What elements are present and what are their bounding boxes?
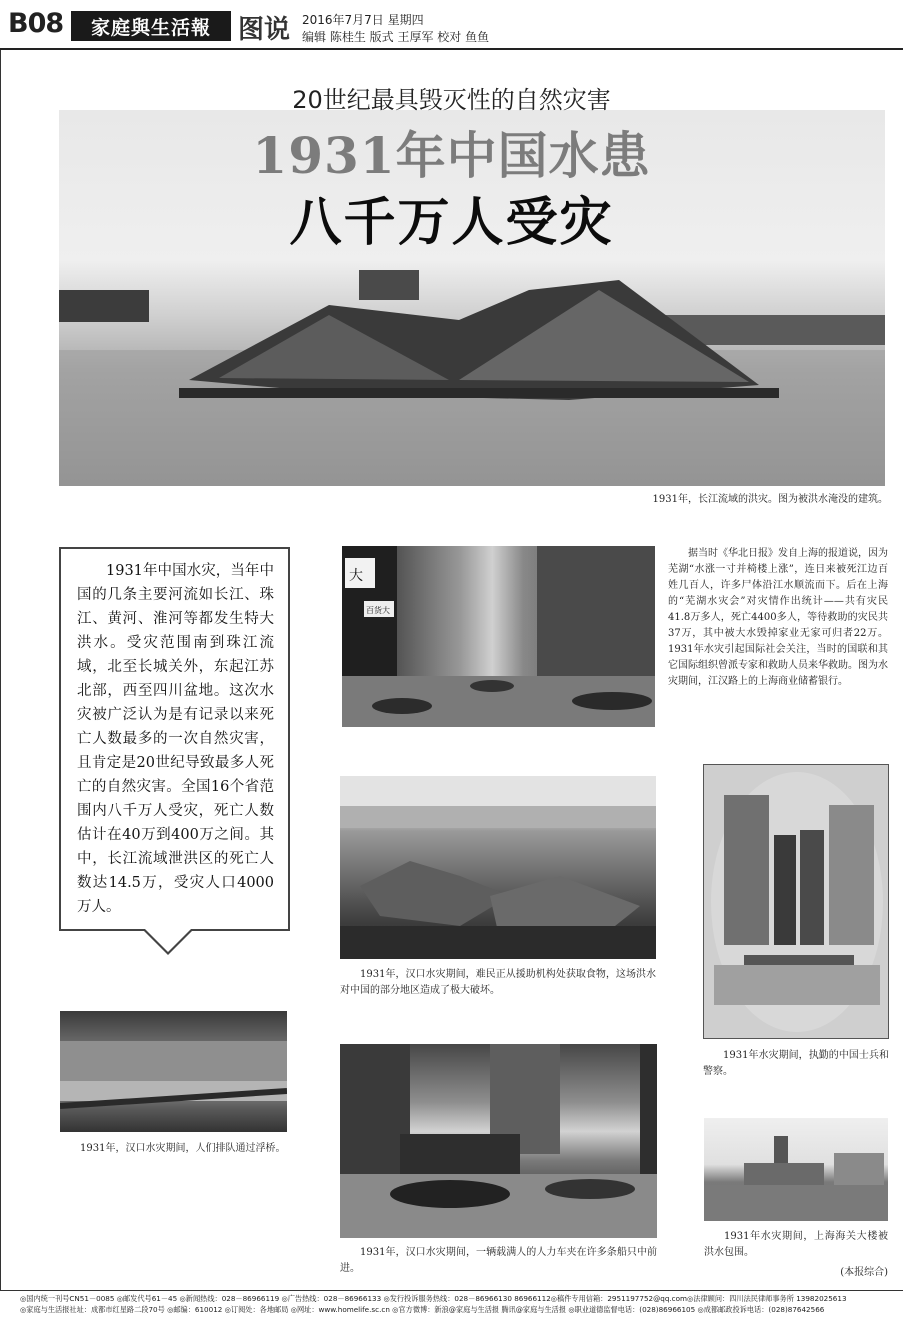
- footer-line-1: ◎国内统一刊号CN51－0085 ◎邮发代号61－45 ◎新闻热线：028－86966119 ◎广告热线：028－86966133 ◎发行投诉服务热线：028－86966130 86966112◎稿件专用信箱：2951197752@qq.com◎法律顾问：四川法民律师事务所 13982025613: [20, 1294, 847, 1303]
- roof-reflection: [179, 388, 779, 398]
- customs-building: [744, 1163, 824, 1185]
- masthead-logo: 家庭與生活報: [71, 11, 231, 41]
- sky: [340, 776, 656, 806]
- date-line: 2016年7月7日 星期四: [302, 13, 424, 27]
- street-flood-photo: [342, 546, 655, 727]
- background-building-left: [724, 795, 769, 945]
- right-pole: [640, 1044, 657, 1174]
- background-building-right: [829, 805, 874, 945]
- bridge-illustration: [60, 1011, 287, 1132]
- police-figure: [800, 830, 824, 945]
- left-building: [340, 1044, 410, 1174]
- story-text-2: 据当时《华北日报》发自上海的报道说，因为芜湖“水涨一寸并椅楼上涨”，连日来被死江边百姓几百人，许多尸体沿江水顺流而下。后在上海的“芜湖水灾会”对灾情作出统计——共有灾民41.8万多人，死亡4400多人，等待救助的灾民共37万，其中被大水毁掉家业无家可归者22万。1931年水灾引起国际社会关注，当时的国联和其它国际组织曾派专家和救助人员来华救助。图为水灾期间，江汉路上的上海商业储蓄银行。: [668, 548, 888, 687]
- crowd-row: [60, 1041, 287, 1081]
- boat-right: [545, 1179, 635, 1199]
- rooftop-structure: [359, 270, 419, 300]
- water: [714, 965, 880, 1005]
- headline-supertitle: 20世纪最具毁灭性的自然灾害: [292, 86, 611, 114]
- boat-3: [572, 692, 652, 710]
- rickshaw-boats-caption: 1931年，汉口水灾期间，一辆载满人的人力车夹在许多条船只中前进。: [340, 1247, 657, 1274]
- rickshaw-boats-photo: [340, 1044, 657, 1238]
- refugees-photo: [340, 776, 656, 959]
- soldiers-police-photo: [703, 764, 889, 1039]
- intro-text: 1931年中国水灾，当年中国的几条主要河流如长江、珠江、黄河、淮河等都发生特大洪水。受灾范围南到珠江流域，北至长城关外，东起江苏北部，西至四川盆地。这次水灾被广泛认为是有记录以来死亡人数最多的一次自然灾害，且肯定是20世纪导致最多人死亡的自然灾害。全国16个省范围内八千万人受灾，死亡人数估计在40万到400万之间。其中，长江流域泄洪区的死亡人数达14.5万，受灾人口4000万人。: [77, 563, 274, 915]
- shop-sign-2-text: 百货大: [366, 606, 390, 615]
- rickshaw-boat: [390, 1180, 510, 1208]
- soldiers-police-caption: 1931年水灾期间，执勤的中国士兵和警察。: [703, 1050, 889, 1077]
- section-title: 图说: [238, 15, 291, 45]
- page-number: B08: [8, 8, 64, 39]
- crowd: [400, 1134, 520, 1174]
- street-illustration: [342, 546, 655, 727]
- foreground-ground: [340, 926, 656, 959]
- soldier-figure: [774, 835, 796, 945]
- boat-2: [470, 680, 514, 692]
- hero-caption: 1931年，长江流域的洪灾。图为被洪水淹没的建筑。: [652, 494, 888, 505]
- headline-title-line2: 八千万人受灾: [289, 192, 614, 253]
- boats-illustration: [340, 1044, 657, 1238]
- customs-illustration: [704, 1118, 888, 1221]
- shelter-1: [360, 861, 510, 926]
- surrounding-water: [704, 1185, 888, 1221]
- callout-pointer-fill: [145, 929, 191, 952]
- side-building: [834, 1153, 884, 1185]
- customs-house-photo: [704, 1118, 888, 1221]
- river: [340, 806, 656, 828]
- intro-callout-box: [59, 547, 290, 931]
- boat-1: [372, 698, 432, 714]
- shop-sign-text: 大: [349, 568, 363, 584]
- customs-house-caption: 1931年水灾期间，上海海关大楼被洪水包围。: [704, 1231, 888, 1258]
- pontoon-bridge-caption: 1931年，汉口水灾期间，人们排队通过浮桥。: [80, 1143, 286, 1154]
- footer-line-2: ◎家庭与生活报社址：成都市红星路二段70号 ◎邮编：610012 ◎订阅处：各地邮局 ◎网址：www.homelife.sc.cn ◎官方微博：新浪@家庭与生活报 腾讯@家庭与生活报 ◎职业道德监督电话：(028)86966105 ◎成都邮政投诉电话：(028)87642566: [20, 1305, 825, 1314]
- distant-building-left: [59, 290, 149, 322]
- headline-title-line1: 1931年中国水患: [252, 126, 651, 185]
- header-rule: [0, 48, 903, 50]
- source-credit: (本报综合): [840, 1267, 888, 1278]
- staff-line: 编辑 陈桂生 版式 王厚军 校对 鱼鱼: [302, 30, 490, 44]
- soldiers-illustration: [704, 765, 889, 1039]
- refugees-illustration: [340, 776, 656, 959]
- footer-rule: [0, 1290, 903, 1291]
- refugees-caption: 1931年，汉口水灾期间，难民正从援助机构处获取食物，这场洪水对中国的部分地区造成了极大破坏。: [340, 969, 656, 996]
- pontoon-bridge-photo: [60, 1011, 287, 1132]
